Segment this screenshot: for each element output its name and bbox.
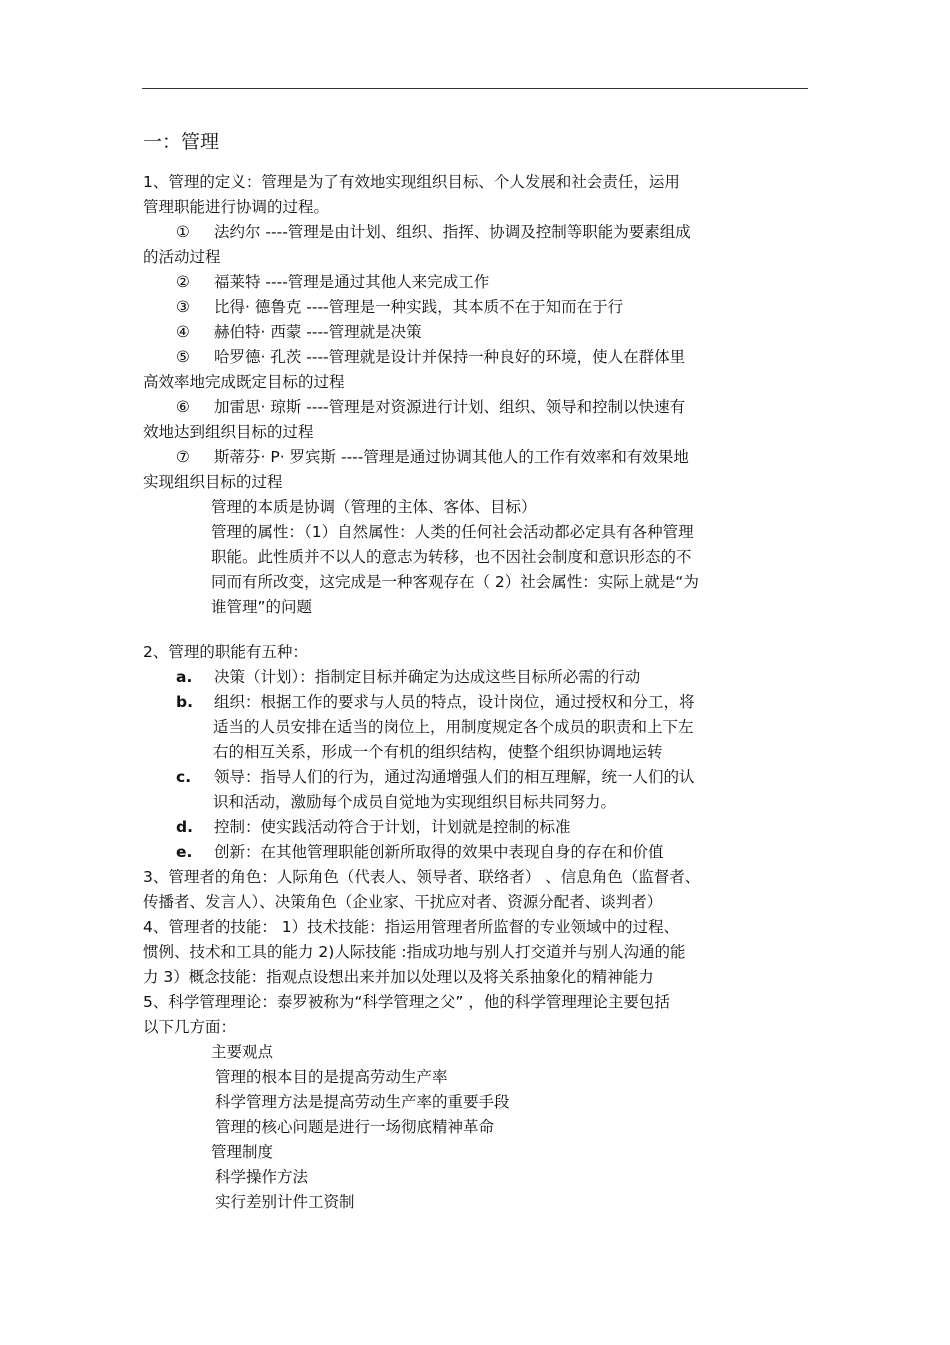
item-text: 赫伯特· 西蒙 ----管理就是决策 <box>214 323 422 341</box>
item-text: 法约尔 ----管理是由计划、组织、指挥、协调及控制等职能为要素组成 <box>214 223 691 241</box>
function-item-b-cont-1: 适当的人员安排在适当的岗位上，用制度规定各个成员的职责和上下左 <box>213 718 694 736</box>
item-letter: b. <box>176 693 193 711</box>
theory-item-7: 实行差别计件工资制 <box>215 1193 355 1211</box>
function-item-c-cont: 识和活动，激励每个成员自觉地为实现组织目标共同努力。 <box>213 793 617 811</box>
roles-line-2: 传播者、发言人）、决策角色（企业家、干扰应对者、资源分配者、谈判者） <box>143 893 663 911</box>
item-text: 斯蒂芬· P· 罗宾斯 ----管理是通过协调其他人的工作有效率和有效果地 <box>214 448 689 466</box>
item-number: ⑤ <box>176 348 190 366</box>
scientific-management-line-1: 5、科学管理理论：泰罗被称为“科学管理之父” ，他的科学管理理论主要包括 <box>143 993 670 1011</box>
functions-heading: 2、管理的职能有五种： <box>143 643 308 661</box>
theory-item-6: 科学操作方法 <box>215 1168 309 1186</box>
definition-item-1 <box>143 220 803 245</box>
definition-item-7-cont: 实现组织目标的过程 <box>143 473 283 491</box>
function-item-c <box>143 765 803 790</box>
function-item-b <box>143 690 803 715</box>
theory-item-4: 管理的核心问题是进行一场彻底精神革命 <box>215 1118 495 1136</box>
document-body <box>143 128 803 1215</box>
function-item-a <box>143 665 803 690</box>
theory-item-1: 主要观点 <box>211 1043 274 1061</box>
definition-item-5-cont: 高效率地完成既定目标的过程 <box>143 373 345 391</box>
attribute-line-3: 同而有所改变，这完成是一种客观存在（ 2）社会属性：实际上就是“为 <box>211 573 699 591</box>
attribute-line-1: 管理的属性：（1）自然属性：人类的任何社会活动都必定具有各种管理 <box>211 523 694 541</box>
item-text: 哈罗德· 孔茨 ----管理就是设计并保持一种良好的环境，使人在群体里 <box>214 348 686 366</box>
definition-item-1-cont: 的活动过程 <box>143 248 221 266</box>
section-title: 一：管理 <box>143 131 220 153</box>
item-text: 领导：指导人们的行为，通过沟通增强人们的相互理解，统一人们的认 <box>214 768 695 786</box>
item-text: 控制：使实践活动符合于计划，计划就是控制的标准 <box>214 818 571 836</box>
definition-item-7 <box>143 445 803 470</box>
definition-item-4 <box>143 320 803 345</box>
item-number: ③ <box>176 298 190 316</box>
attribute-line-4: 谁管理”的问题 <box>211 598 313 616</box>
item-number: ② <box>176 273 190 291</box>
definition-line-1: 1、管理的定义：管理是为了有效地实现组织目标、个人发展和社会责任，运用 <box>143 173 680 191</box>
item-letter: a. <box>176 668 193 686</box>
skills-line-3: 力 3）概念技能：指观点设想出来并加以处理以及将关系抽象化的精神能力 <box>143 968 654 986</box>
skills-line-2: 惯例、技术和工具的能力 2)人际技能 :指成功地与别人打交道并与别人沟通的能 <box>143 943 686 961</box>
skills-line-1: 4、管理者的技能： 1）技术技能：指运用管理者所监督的专业领域中的过程、 <box>143 918 680 936</box>
item-text: 福莱特 ----管理是通过其他人来完成工作 <box>214 273 490 291</box>
item-text: 加雷思· 琼斯 ----管理是对资源进行计划、组织、领导和控制以快速有 <box>214 398 686 416</box>
function-item-e <box>143 840 803 865</box>
essence-line: 管理的本质是协调（管理的主体、客体、目标） <box>211 498 537 516</box>
item-number: ④ <box>176 323 190 341</box>
scientific-management-line-2: 以下几方面： <box>143 1018 237 1036</box>
item-letter: e. <box>176 843 193 861</box>
item-letter: d. <box>176 818 193 836</box>
definition-item-2 <box>143 270 803 295</box>
item-text: 创新：在其他管理职能创新所取得的效果中表现自身的存在和价值 <box>214 843 664 861</box>
definition-item-6-cont: 效地达到组织目标的过程 <box>143 423 314 441</box>
item-text: 比得· 德鲁克 ----管理是一种实践，其本质不在于知而在于行 <box>214 298 624 316</box>
attribute-line-2: 职能。此性质并不以人的意志为转移，也不因社会制度和意识形态的不 <box>211 548 692 566</box>
item-number: ⑦ <box>176 448 190 466</box>
definition-line-2: 管理职能进行协调的过程。 <box>143 198 330 216</box>
function-item-b-cont-2: 右的相互关系，形成一个有机的组织结构，使整个组织协调地运转 <box>213 743 663 761</box>
function-item-d <box>143 815 803 840</box>
theory-item-5: 管理制度 <box>211 1143 274 1161</box>
roles-line-1: 3、管理者的角色：人际角色（代表人、领导者、联络者） 、信息角色（监督者、 <box>143 868 701 886</box>
header-rule <box>142 88 808 89</box>
item-number: ① <box>176 223 190 241</box>
item-number: ⑥ <box>176 398 190 416</box>
theory-item-2: 管理的根本目的是提高劳动生产率 <box>215 1068 448 1086</box>
item-text: 决策（计划）：指制定目标并确定为达成这些目标所必需的行动 <box>214 668 641 686</box>
theory-item-3: 科学管理方法是提高劳动生产率的重要手段 <box>215 1093 510 1111</box>
item-text: 组织：根据工作的要求与人员的特点，设计岗位，通过授权和分工，将 <box>214 693 695 711</box>
item-letter: c. <box>176 768 192 786</box>
definition-item-5 <box>143 345 803 370</box>
definition-item-3 <box>143 295 803 320</box>
definition-item-6 <box>143 395 803 420</box>
